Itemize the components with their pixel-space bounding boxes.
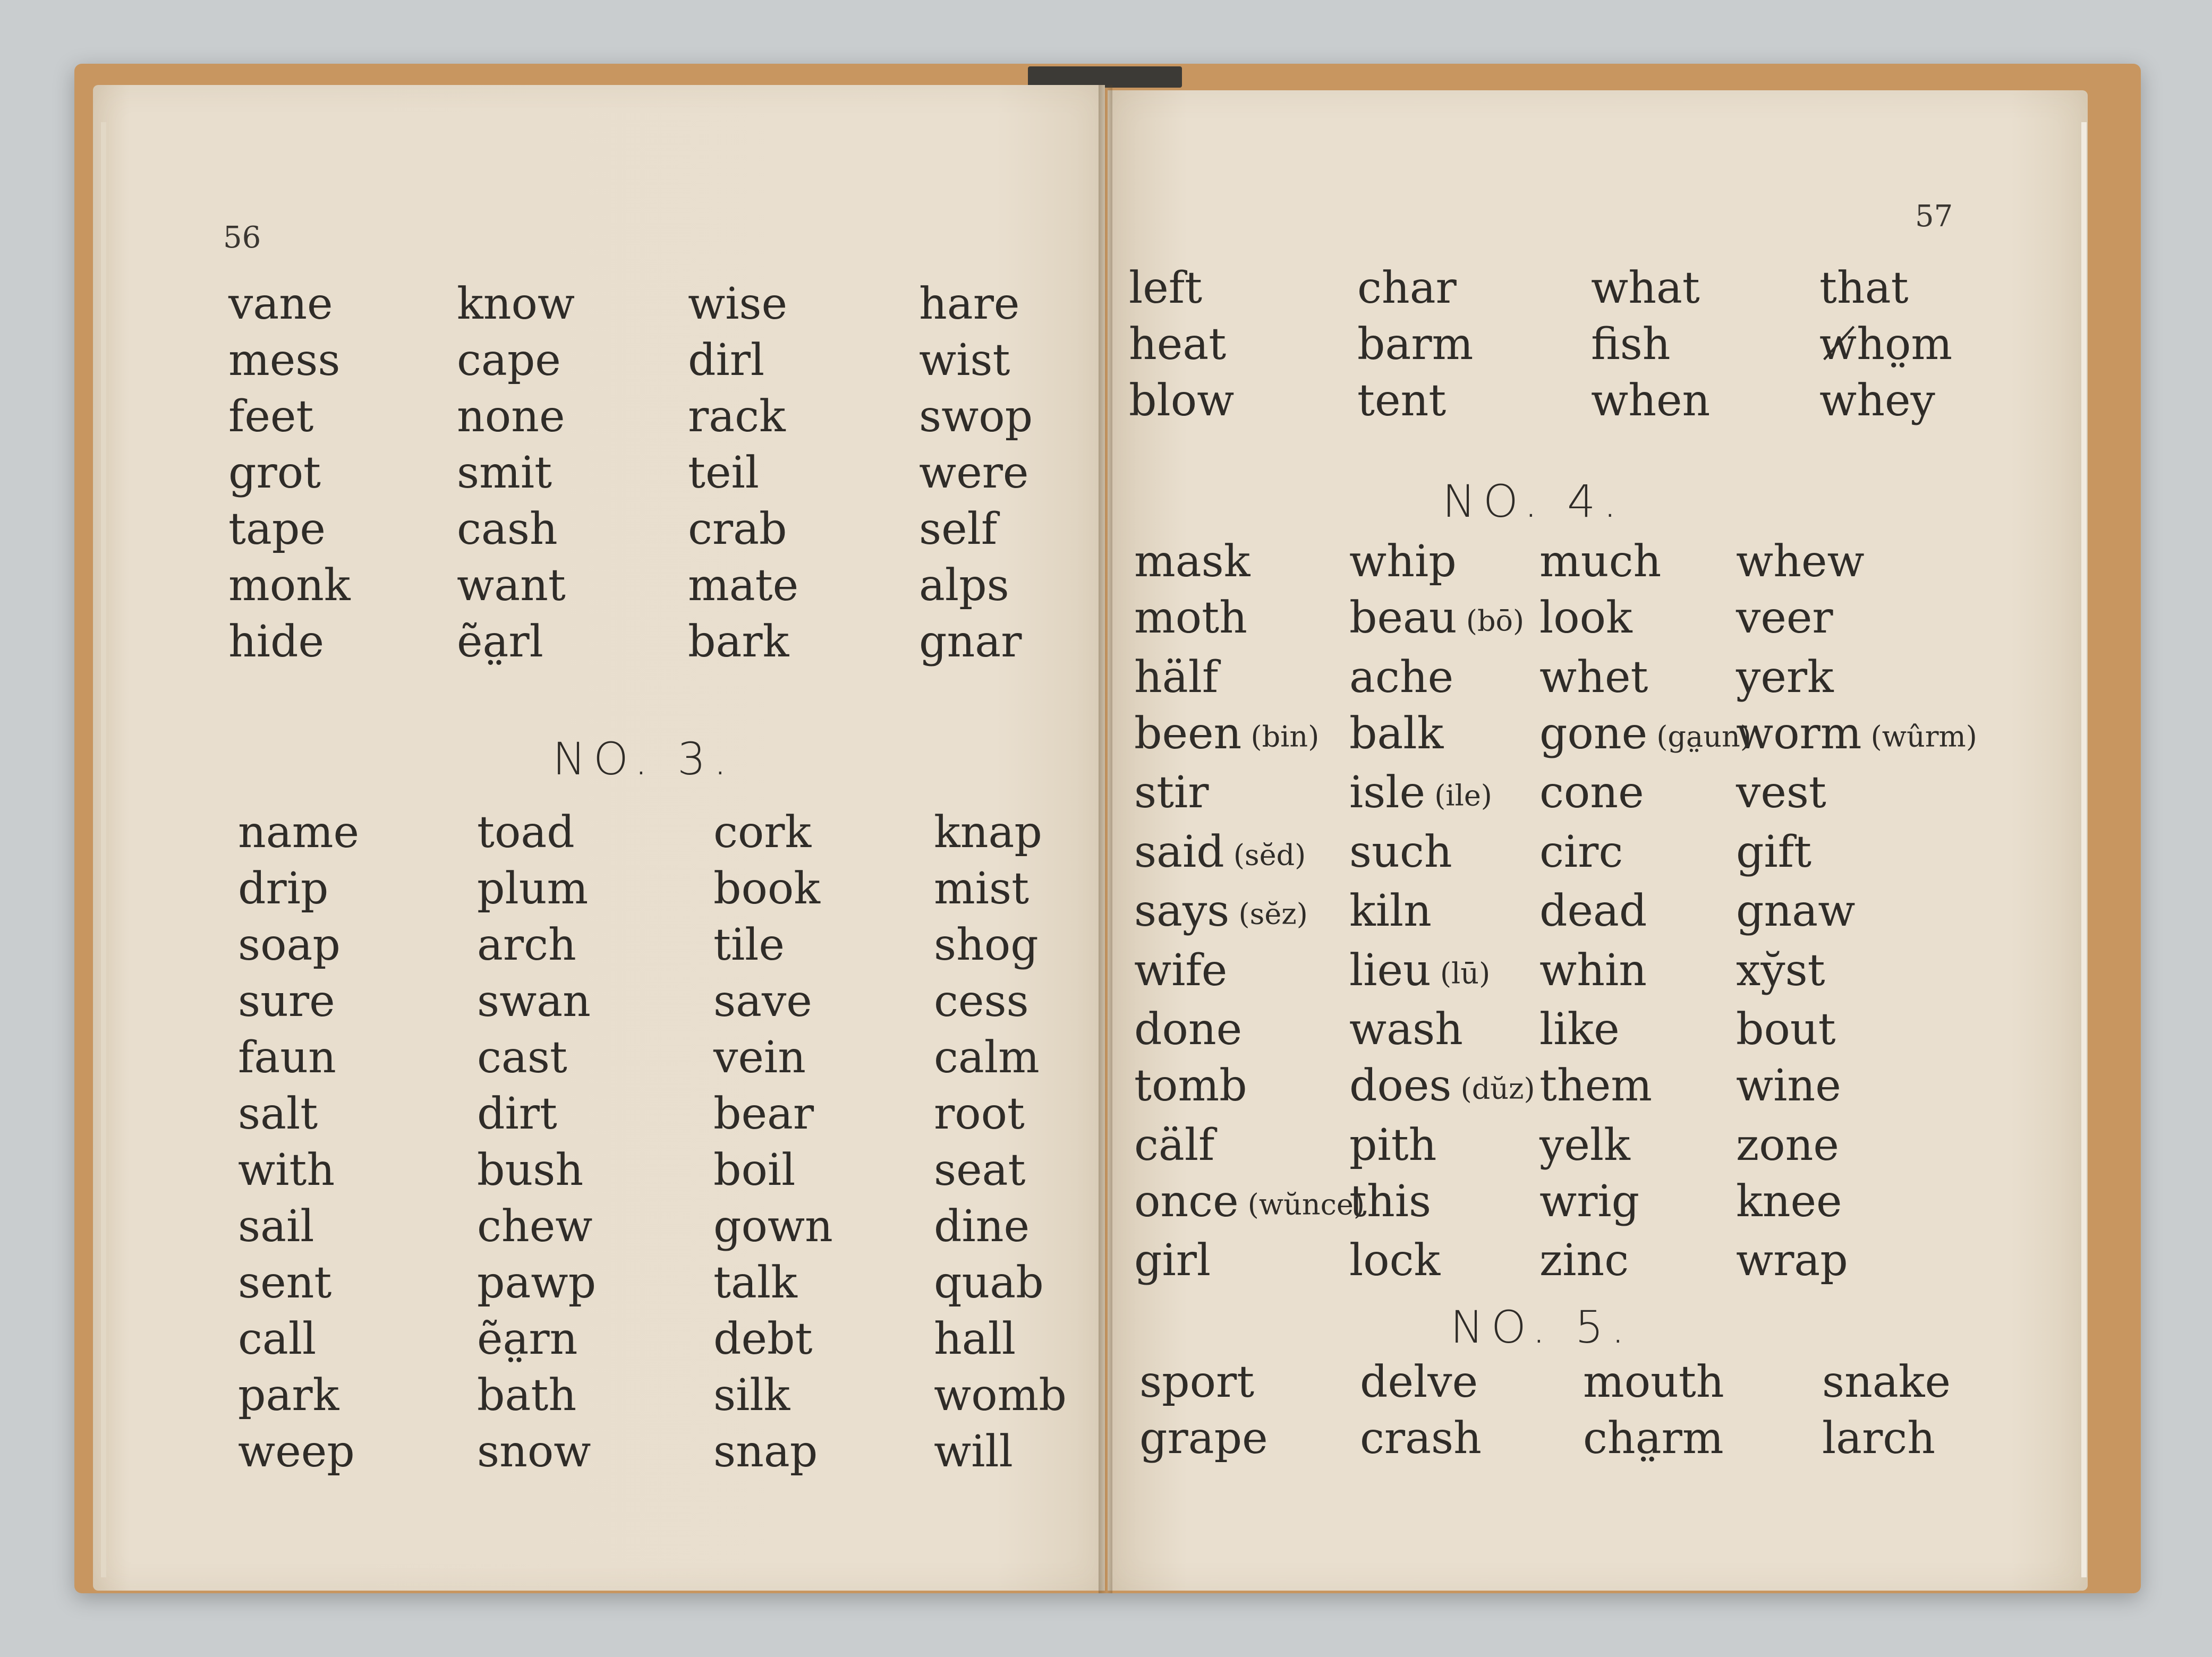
word-cell: alps <box>919 560 1009 611</box>
word-table-right-1 <box>1129 260 1979 429</box>
word-cell: wine <box>1736 1061 1841 1111</box>
word-cell: silk <box>713 1370 790 1421</box>
word-cell: this <box>1349 1176 1432 1227</box>
word-cell: vest <box>1736 767 1826 818</box>
word-cell: plum <box>477 864 589 914</box>
pronunciation-note: (bin) <box>1241 720 1320 753</box>
word-cell: much <box>1539 536 1662 587</box>
word-cell: vein <box>713 1032 806 1083</box>
word-cell: does (dŭz) <box>1349 1061 1535 1111</box>
word-cell: gnar <box>919 617 1022 667</box>
word-cell: tent <box>1357 375 1447 426</box>
word-cell: teil <box>688 448 759 498</box>
word-cell: tile <box>713 920 785 970</box>
word-cell: yelk <box>1539 1120 1630 1171</box>
word-cell: tomb <box>1134 1061 1247 1111</box>
book-spine <box>1028 66 1182 88</box>
word-cell: balk <box>1349 708 1444 759</box>
word-cell: sport <box>1139 1357 1255 1407</box>
word-cell: talk <box>713 1258 797 1308</box>
word-cell: been (bin) <box>1134 708 1320 759</box>
word-cell: knap <box>934 807 1042 858</box>
word-cell: whet <box>1539 652 1648 703</box>
word-cell: gown <box>713 1201 833 1252</box>
word-cell: crash <box>1360 1413 1482 1464</box>
word-cell: book <box>713 864 820 914</box>
word-cell: lock <box>1349 1235 1441 1286</box>
word-cell: drip <box>238 864 329 914</box>
word-cell: boil <box>713 1145 796 1195</box>
word-cell: weep <box>238 1427 355 1477</box>
word-cell: circ <box>1539 826 1623 877</box>
word-cell: wise <box>688 279 788 329</box>
word-cell: mist <box>934 864 1030 914</box>
page-number-right: 57 <box>1915 199 1953 234</box>
word-cell: fish <box>1591 319 1671 370</box>
word-cell: wife <box>1134 945 1228 996</box>
word-cell: pith <box>1349 1120 1437 1171</box>
word-cell: cork <box>713 807 812 858</box>
word-cell: smit <box>457 448 552 498</box>
word-cell: mate <box>688 560 799 611</box>
pronunciation-note: (sĕz) <box>1229 897 1308 931</box>
word-table-right-2 <box>1134 534 1975 1289</box>
word-cell: will <box>934 1427 1013 1477</box>
word-cell: swop <box>919 391 1033 442</box>
word-cell: cha̤rm <box>1583 1413 1724 1464</box>
word-cell: save <box>713 976 812 1027</box>
word-cell: chew <box>477 1201 593 1252</box>
word-cell: snap <box>713 1427 818 1477</box>
word-cell: larch <box>1822 1413 1936 1464</box>
word-cell: bark <box>688 617 789 667</box>
word-cell: with <box>238 1145 335 1195</box>
word-cell: veer <box>1736 593 1833 643</box>
word-cell: were <box>919 448 1029 498</box>
word-cell: sure <box>238 976 335 1027</box>
page-edges-left <box>101 122 106 1577</box>
word-cell: heat <box>1129 319 1227 370</box>
word-cell: when <box>1591 375 1711 426</box>
word-cell: soap <box>238 920 341 970</box>
word-cell: bear <box>713 1089 814 1139</box>
word-cell: snow <box>477 1427 591 1477</box>
word-cell: grape <box>1139 1413 1268 1464</box>
pronunciation-note: (ile) <box>1425 779 1492 813</box>
word-cell: rack <box>688 391 786 442</box>
word-cell: said (sĕd) <box>1134 826 1306 877</box>
word-cell: mouth <box>1583 1357 1724 1407</box>
section-heading-no3: NO. 3. <box>552 733 735 785</box>
word-cell: once (wŭnce) <box>1134 1176 1365 1227</box>
word-cell: seat <box>934 1145 1026 1195</box>
word-cell: snake <box>1822 1357 1951 1407</box>
word-cell: done <box>1134 1004 1243 1055</box>
word-cell: delve <box>1360 1357 1478 1407</box>
word-cell: ache <box>1349 652 1454 703</box>
word-cell: w̸ho̤m <box>1819 319 1953 370</box>
word-cell: vane <box>228 279 333 329</box>
word-cell: stir <box>1134 767 1209 818</box>
word-cell: gift <box>1736 826 1812 877</box>
word-cell: dine <box>934 1201 1030 1252</box>
word-cell: cone <box>1539 767 1644 818</box>
word-cell: faun <box>238 1032 336 1083</box>
word-cell: zinc <box>1539 1235 1629 1286</box>
word-cell: root <box>934 1089 1025 1139</box>
section-heading-no4: NO. 4. <box>1442 475 1625 527</box>
word-cell: hare <box>919 279 1020 329</box>
word-cell: worm (wûrm) <box>1736 708 1977 759</box>
word-cell: shog <box>934 920 1039 970</box>
word-cell: blow <box>1129 375 1235 426</box>
word-cell: left <box>1129 263 1203 313</box>
word-cell: wist <box>919 335 1010 386</box>
word-cell: wrig <box>1539 1176 1640 1227</box>
word-cell: knee <box>1736 1176 1842 1227</box>
word-cell: lieu (lū) <box>1349 945 1491 996</box>
word-cell: gnaw <box>1736 886 1856 936</box>
word-cell: park <box>238 1370 339 1421</box>
word-cell: womb <box>934 1370 1067 1421</box>
word-cell: cast <box>477 1032 567 1083</box>
word-cell: self <box>919 504 998 554</box>
word-cell: calm <box>934 1032 1040 1083</box>
word-cell: crab <box>688 504 787 554</box>
pronunciation-note: (wŭnce) <box>1238 1188 1365 1221</box>
word-cell: feet <box>228 391 314 442</box>
word-cell: look <box>1539 593 1632 643</box>
word-cell: arch <box>477 920 576 970</box>
word-cell: whin <box>1539 945 1647 996</box>
word-cell: name <box>238 807 359 858</box>
word-cell: none <box>457 391 565 442</box>
word-cell: toad <box>477 807 575 858</box>
word-cell: xy̆st <box>1736 945 1825 996</box>
word-cell: mask <box>1134 536 1250 587</box>
word-cell: want <box>457 560 566 611</box>
word-cell: yerk <box>1736 652 1834 703</box>
word-cell: dirt <box>477 1089 557 1139</box>
word-cell: hide <box>228 617 325 667</box>
word-cell: salt <box>238 1089 318 1139</box>
pronunciation-note: (wûrm) <box>1861 720 1977 753</box>
word-cell: ẽa̤rn <box>477 1314 578 1364</box>
word-cell: whey <box>1819 375 1935 426</box>
word-cell: bush <box>477 1145 584 1195</box>
pronunciation-note: (dŭz) <box>1451 1072 1535 1106</box>
word-cell: char <box>1357 263 1457 313</box>
word-cell: dead <box>1539 886 1647 936</box>
word-cell: says (sĕz) <box>1134 886 1308 936</box>
word-table-right-3 <box>1139 1354 1981 1467</box>
word-cell: hälf <box>1134 652 1219 703</box>
word-cell: whew <box>1736 536 1865 587</box>
word-cell: bath <box>477 1370 577 1421</box>
word-cell: sail <box>238 1201 314 1252</box>
word-cell: them <box>1539 1061 1653 1111</box>
word-cell: isle (ile) <box>1349 767 1492 818</box>
word-cell: kiln <box>1349 886 1432 936</box>
word-cell: wrap <box>1736 1235 1848 1286</box>
word-cell: swan <box>477 976 591 1027</box>
word-cell: bout <box>1736 1004 1836 1055</box>
page-edges <box>2081 122 2087 1577</box>
word-cell: cash <box>457 504 558 554</box>
pronunciation-note: (ga̤un) <box>1647 720 1751 753</box>
word-cell: such <box>1349 826 1452 877</box>
word-cell: dirl <box>688 335 765 386</box>
word-cell: cess <box>934 976 1029 1027</box>
word-cell: beau (bō) <box>1349 593 1525 643</box>
word-cell: hall <box>934 1314 1016 1364</box>
word-cell: debt <box>713 1314 813 1364</box>
word-cell: mess <box>228 335 341 386</box>
word-cell: pawp <box>477 1258 597 1308</box>
word-cell: whip <box>1349 536 1457 587</box>
word-cell: tape <box>228 504 326 554</box>
word-cell: moth <box>1134 593 1247 643</box>
word-cell: cape <box>457 335 561 386</box>
word-cell: what <box>1591 263 1700 313</box>
word-cell: zone <box>1736 1120 1839 1171</box>
word-cell: barm <box>1357 319 1474 370</box>
pronunciation-note: (sĕd) <box>1224 838 1306 872</box>
word-cell: monk <box>228 560 351 611</box>
word-cell: grot <box>228 448 321 498</box>
section-heading-no5: NO. 5. <box>1450 1301 1633 1353</box>
word-cell: that <box>1819 263 1909 313</box>
word-cell: call <box>238 1314 317 1364</box>
pronunciation-note: (bō) <box>1457 604 1525 638</box>
word-cell: quab <box>934 1258 1044 1308</box>
word-cell: wash <box>1349 1004 1463 1055</box>
word-cell: sent <box>238 1258 332 1308</box>
word-cell: ẽa̤rl <box>457 617 543 667</box>
page-number-left: 56 <box>223 220 261 255</box>
pronunciation-note: (lū) <box>1431 956 1491 990</box>
word-cell: cälf <box>1134 1120 1215 1171</box>
word-cell: girl <box>1134 1235 1211 1286</box>
word-table-left-2 <box>238 805 1125 1480</box>
word-cell: gone (ga̤un) <box>1539 708 1751 759</box>
word-table-left-1 <box>228 276 1121 670</box>
word-cell: like <box>1539 1004 1620 1055</box>
word-cell: know <box>457 279 575 329</box>
